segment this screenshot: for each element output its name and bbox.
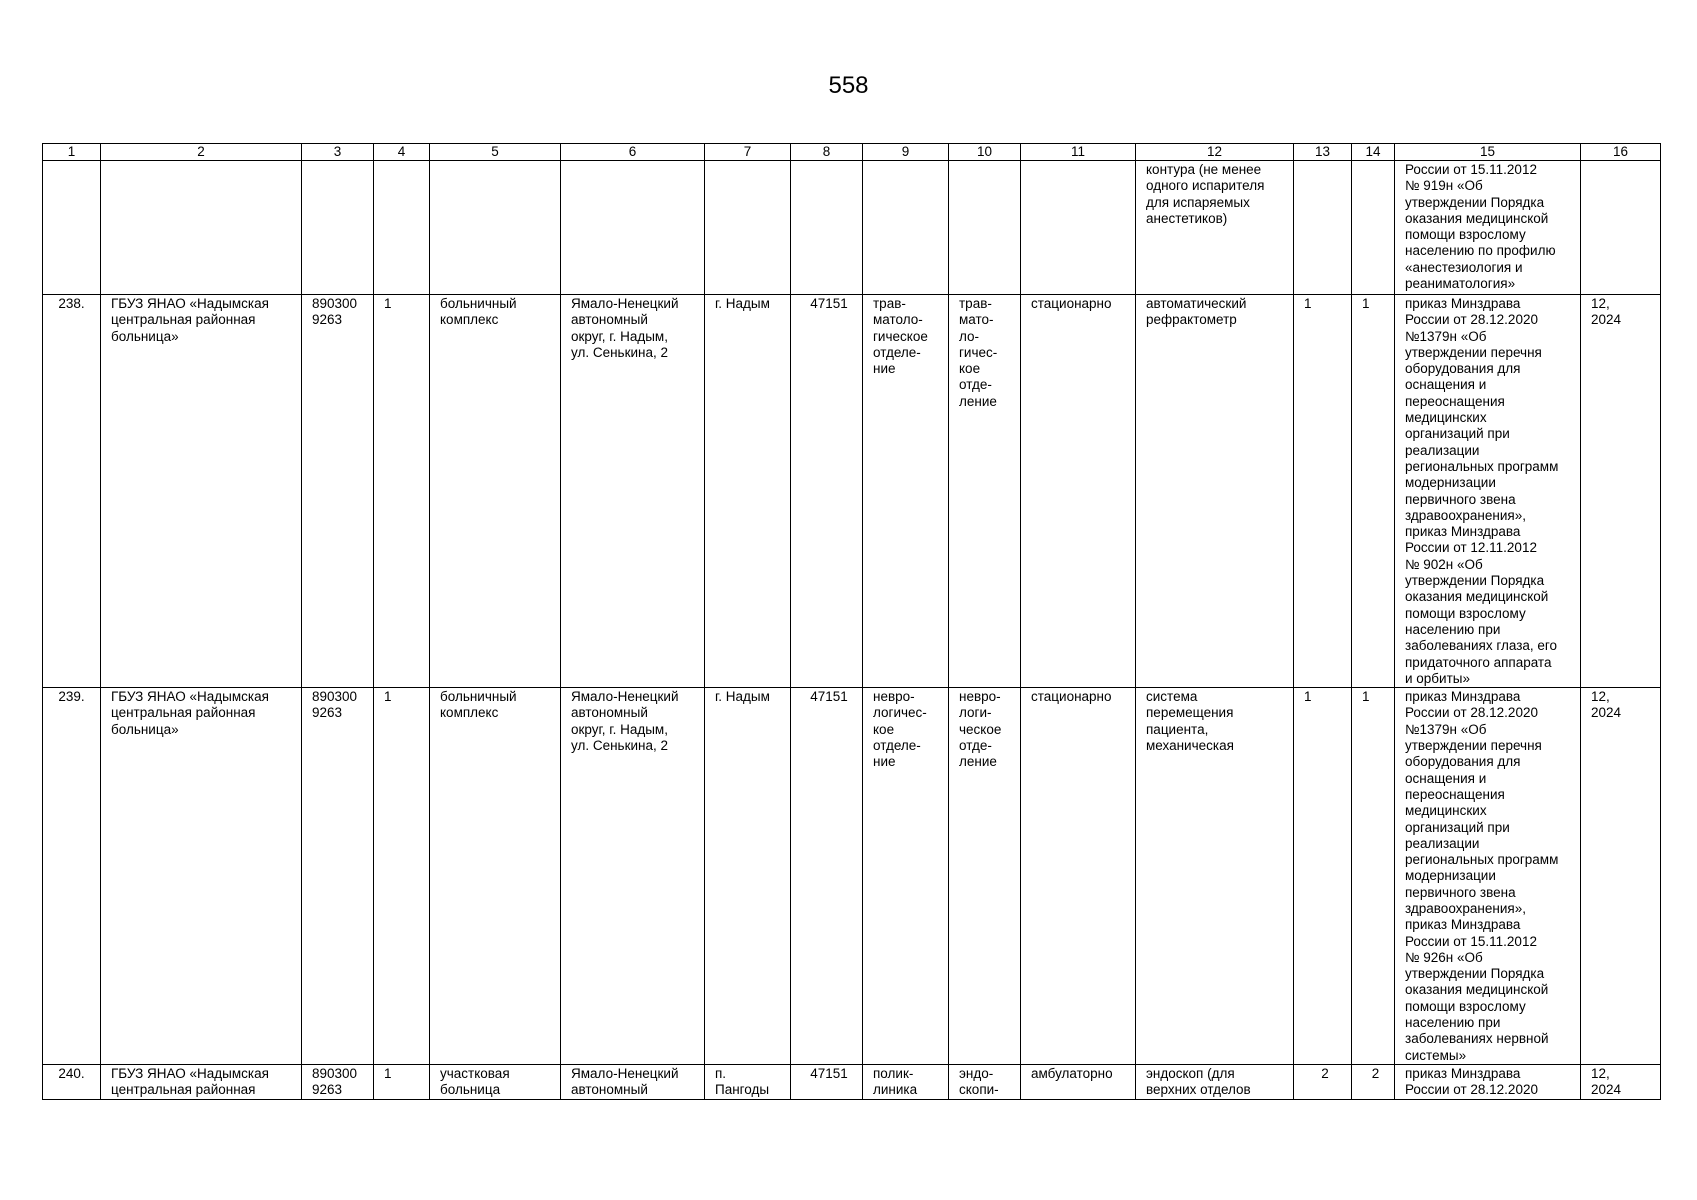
table-row — [43, 688, 1661, 1065]
subdivision-cell: невро- логи- ческое отде- ление — [949, 688, 1021, 1065]
quantity-cell: 1 — [1352, 688, 1395, 1065]
organization-cell — [101, 161, 302, 295]
care-form-cell: амбулаторно — [1021, 1064, 1136, 1099]
column-number: 13 — [1294, 144, 1352, 161]
equipment-cell: автоматический рефрактометр — [1136, 295, 1294, 688]
column-number: 6 — [561, 144, 705, 161]
inn-cell: 890300 9263 — [302, 688, 374, 1065]
inn-cell: 890300 9263 — [302, 1064, 374, 1099]
row-number-cell — [43, 161, 101, 295]
quantity-cell: 2 — [1294, 1064, 1352, 1099]
department-cell: невро- логичес- кое отделе- ние — [863, 688, 949, 1065]
col4-cell: 1 — [374, 1064, 430, 1099]
column-number: 5 — [430, 144, 561, 161]
column-number: 12 — [1136, 144, 1294, 161]
subdivision-cell: эндо- скопи- — [949, 1064, 1021, 1099]
column-number: 8 — [791, 144, 863, 161]
col4-cell: 1 — [374, 295, 430, 688]
inn-cell: 890300 9263 — [302, 295, 374, 688]
oktmo-cell: 47151 — [791, 295, 863, 688]
subdivision-cell — [949, 161, 1021, 295]
legal-basis-cell: приказ Минздрава России от 28.12.2020 — [1395, 1064, 1581, 1099]
locality-cell: г. Надым — [705, 295, 791, 688]
col4-cell — [374, 161, 430, 295]
deadline-cell — [1581, 161, 1661, 295]
care-form-cell — [1021, 161, 1136, 295]
oktmo-cell: 47151 — [791, 688, 863, 1065]
address-cell: Ямало-Ненецкий автономный округ, г. Надым, ул. Сенькина, 2 — [561, 295, 705, 688]
deadline-cell: 12, 2024 — [1581, 1064, 1661, 1099]
equipment-cell: эндоскоп (для верхних отделов — [1136, 1064, 1294, 1099]
care-form-cell: стационарно — [1021, 295, 1136, 688]
equipment-cell: контура (не менее одного испарителя для испаряемых анестетиков) — [1136, 161, 1294, 295]
locality-cell: п. Пангоды — [705, 1064, 791, 1099]
column-number: 4 — [374, 144, 430, 161]
column-number: 14 — [1352, 144, 1395, 161]
facility-type-cell: участковая больница — [430, 1064, 561, 1099]
inn-cell — [302, 161, 374, 295]
column-number: 9 — [863, 144, 949, 161]
care-form-cell: стационарно — [1021, 688, 1136, 1065]
table-row — [43, 161, 1661, 295]
deadline-cell: 12, 2024 — [1581, 688, 1661, 1065]
department-cell: полик- линика — [863, 1064, 949, 1099]
row-number-cell: 240. — [43, 1064, 101, 1099]
subdivision-cell: трав- мато- ло- гичес- кое отде- ление — [949, 295, 1021, 688]
quantity-cell: 1 — [1294, 295, 1352, 688]
quantity-cell — [1352, 161, 1395, 295]
column-number: 2 — [101, 144, 302, 161]
table-row — [43, 295, 1661, 688]
col4-cell: 1 — [374, 688, 430, 1065]
facility-type-cell: больничный комплекс — [430, 688, 561, 1065]
column-number: 10 — [949, 144, 1021, 161]
column-number-row — [43, 144, 1661, 161]
equipment-cell: система перемещения пациента, механическая — [1136, 688, 1294, 1065]
address-cell: Ямало-Ненецкий автономный округ, г. Надым, ул. Сенькина, 2 — [561, 688, 705, 1065]
department-cell: трав- матоло- гическое отделе- ние — [863, 295, 949, 688]
organization-cell: ГБУЗ ЯНАО «Надымская центральная районная больница» — [101, 688, 302, 1065]
facility-type-cell: больничный комплекс — [430, 295, 561, 688]
address-cell: Ямало-Ненецкий автономный — [561, 1064, 705, 1099]
table-row — [43, 1064, 1661, 1099]
oktmo-cell — [791, 161, 863, 295]
quantity-cell: 1 — [1352, 295, 1395, 688]
deadline-cell: 12, 2024 — [1581, 295, 1661, 688]
column-number: 3 — [302, 144, 374, 161]
organization-cell: ГБУЗ ЯНАО «Надымская центральная районная — [101, 1064, 302, 1099]
quantity-cell: 1 — [1294, 688, 1352, 1065]
oktmo-cell: 47151 — [791, 1064, 863, 1099]
column-number: 16 — [1581, 144, 1661, 161]
legal-basis-cell: России от 15.11.2012 № 919н «Об утверждении Порядка оказания медицинской помощи взрослому населению по профилю «анестезиология и реаниматология» — [1395, 161, 1581, 295]
column-number: 15 — [1395, 144, 1581, 161]
locality-cell: г. Надым — [705, 688, 791, 1065]
department-cell — [863, 161, 949, 295]
column-number: 7 — [705, 144, 791, 161]
facility-type-cell — [430, 161, 561, 295]
locality-cell — [705, 161, 791, 295]
legal-basis-cell: приказ Минздрава России от 28.12.2020 №1379н «Об утверждении перечня оборудования для оснащения и переоснащения медицинских организаций при реализации региональных программ модернизации первичного звена здравоохранения», приказ Минздрава России от 15.11.2012 № 926н «Об утверждении Порядка оказания медицинской помощи взрослому населению при заболеваниях нервной системы» — [1395, 688, 1581, 1065]
row-number-cell: 238. — [43, 295, 101, 688]
equipment-registry-table — [42, 143, 1661, 1100]
quantity-cell: 2 — [1352, 1064, 1395, 1099]
legal-basis-cell: приказ Минздрава России от 28.12.2020 №1379н «Об утверждении перечня оборудования для оснащения и переоснащения медицинских организаций при реализации региональных программ модернизации первичного звена здравоохранения», приказ Минздрава России от 12.11.2012 № 902н «Об утверждении Порядка оказания медицинской помощи взрослому населению при заболеваниях глаза, его придаточного аппарата и орбиты» — [1395, 295, 1581, 688]
row-number-cell: 239. — [43, 688, 101, 1065]
organization-cell: ГБУЗ ЯНАО «Надымская центральная районная больница» — [101, 295, 302, 688]
column-number: 11 — [1021, 144, 1136, 161]
page-number: 558 — [828, 72, 869, 99]
address-cell — [561, 161, 705, 295]
column-number: 1 — [43, 144, 101, 161]
quantity-cell — [1294, 161, 1352, 295]
